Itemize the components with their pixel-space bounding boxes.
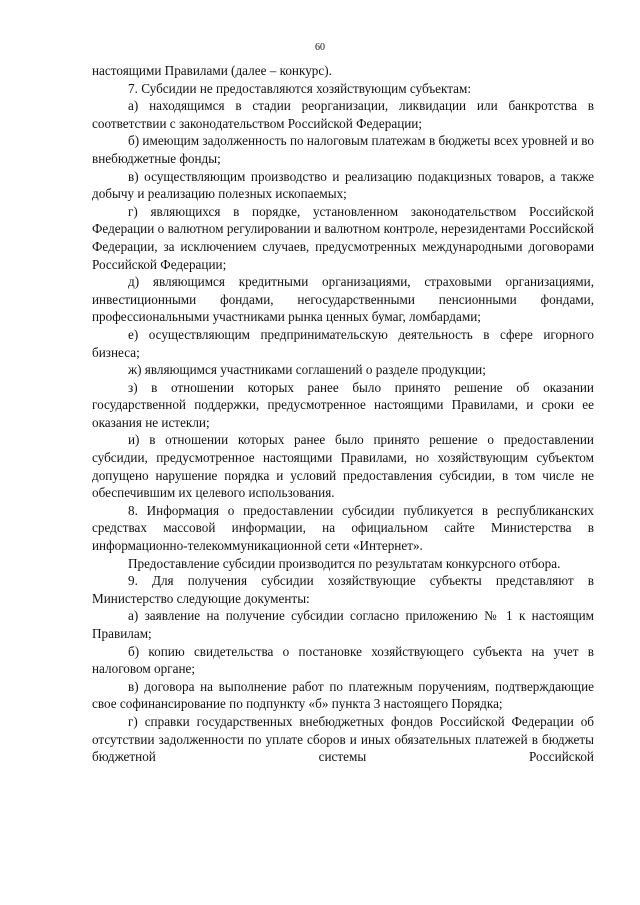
paragraph-item-7v: в) осуществляющим производство и реализацию подакцизных товаров, а также добычу и реализацию полезных ископаемых; (92, 168, 594, 202)
paragraph-item-7e: е) осуществляющим предпринимательскую деятельность в сфере игорного бизнеса; (92, 326, 594, 360)
paragraph-item-7a: а) находящимся в стадии реорганизации, ликвидации или банкротства в соответствии с законодательством Российской Федерации; (92, 98, 594, 131)
paragraph-item-7b: б) имеющим задолженность по налоговым платежам в бюджеты всех уровней и во внебюджетные фонды; (92, 133, 594, 166)
paragraph-item-7d: д) являющимся кредитными организациями, страховыми организациями, инвестиционными фондами, негосударственными пенсионными фондами, профессиональными участниками рынка ценных бумаг, ломбардами; (92, 274, 594, 325)
paragraph-item-9g: г) справки государственных внебюджетных фондов Российской Федерации об отсутствии задолженности по уплате сборов и иных обязательных платежей в бюджеты бюджетной системы Российской (92, 713, 594, 765)
paragraph-item-7: 7. Субсидии не предоставляются хозяйствующим субъектам: (128, 80, 472, 96)
paragraph-item-8: 8. Информация о предоставлении субсидии публикуется в республиканских средствах массовой информации, на официальном сайте Министерства в информационно-телекоммуникационной сети «Интернет». (92, 502, 594, 554)
paragraph-item-9a: а) заявление на получение субсидии согласно приложению № 1 к настоящим Правилам; (92, 608, 594, 641)
paragraph-continuation: настоящими Правилами (далее – конкурс). (92, 63, 332, 78)
body-text (92, 62, 594, 766)
paragraph-item-9v: в) договора на выполнение работ по платежным поручениям, подтверждающие свое софинансирование по подпункту «б» пункта 3 настоящего Порядка; (92, 678, 594, 712)
paragraph-item-9: 9. Для получения субсидии хозяйствующие субъекты представляют в Министерство следующие документы: (92, 573, 594, 606)
page-number: 60 (315, 42, 325, 53)
paragraph-item-7zh: ж) являющимся участниками соглашений о разделе продукции; (128, 362, 486, 378)
paragraph-item-7i: и) в отношении которых ранее было принято решение о предоставлении субсидии, предусмотренное настоящими Правилами, но хозяйствующим субъектом допущено нарушение порядка и условий предоставления субсидии, в том числе не обеспечившим их целевого использования. (92, 432, 594, 501)
paragraph-selection-note: Предоставление субсидии производится по результатам конкурсного отбора. (128, 555, 561, 571)
paragraph-item-9b: б) копию свидетельства о постановке хозяйствующего субъекта на учет в налоговом органе; (92, 643, 594, 677)
paragraph-item-7g: г) являющихся в порядке, установленном законодательством Российской Федерации о валютном регулировании и валютном контроле, нерезидентами Российской Федерации, за исключением случаев, предусмотренных международными договорами Российской Федерации; (92, 203, 594, 272)
paragraph-item-7z: з) в отношении которых ранее было принято решение об оказании государственной поддержки, предусмотренное настоящими Правилами, и сроки ее оказания не истекли; (92, 379, 594, 430)
